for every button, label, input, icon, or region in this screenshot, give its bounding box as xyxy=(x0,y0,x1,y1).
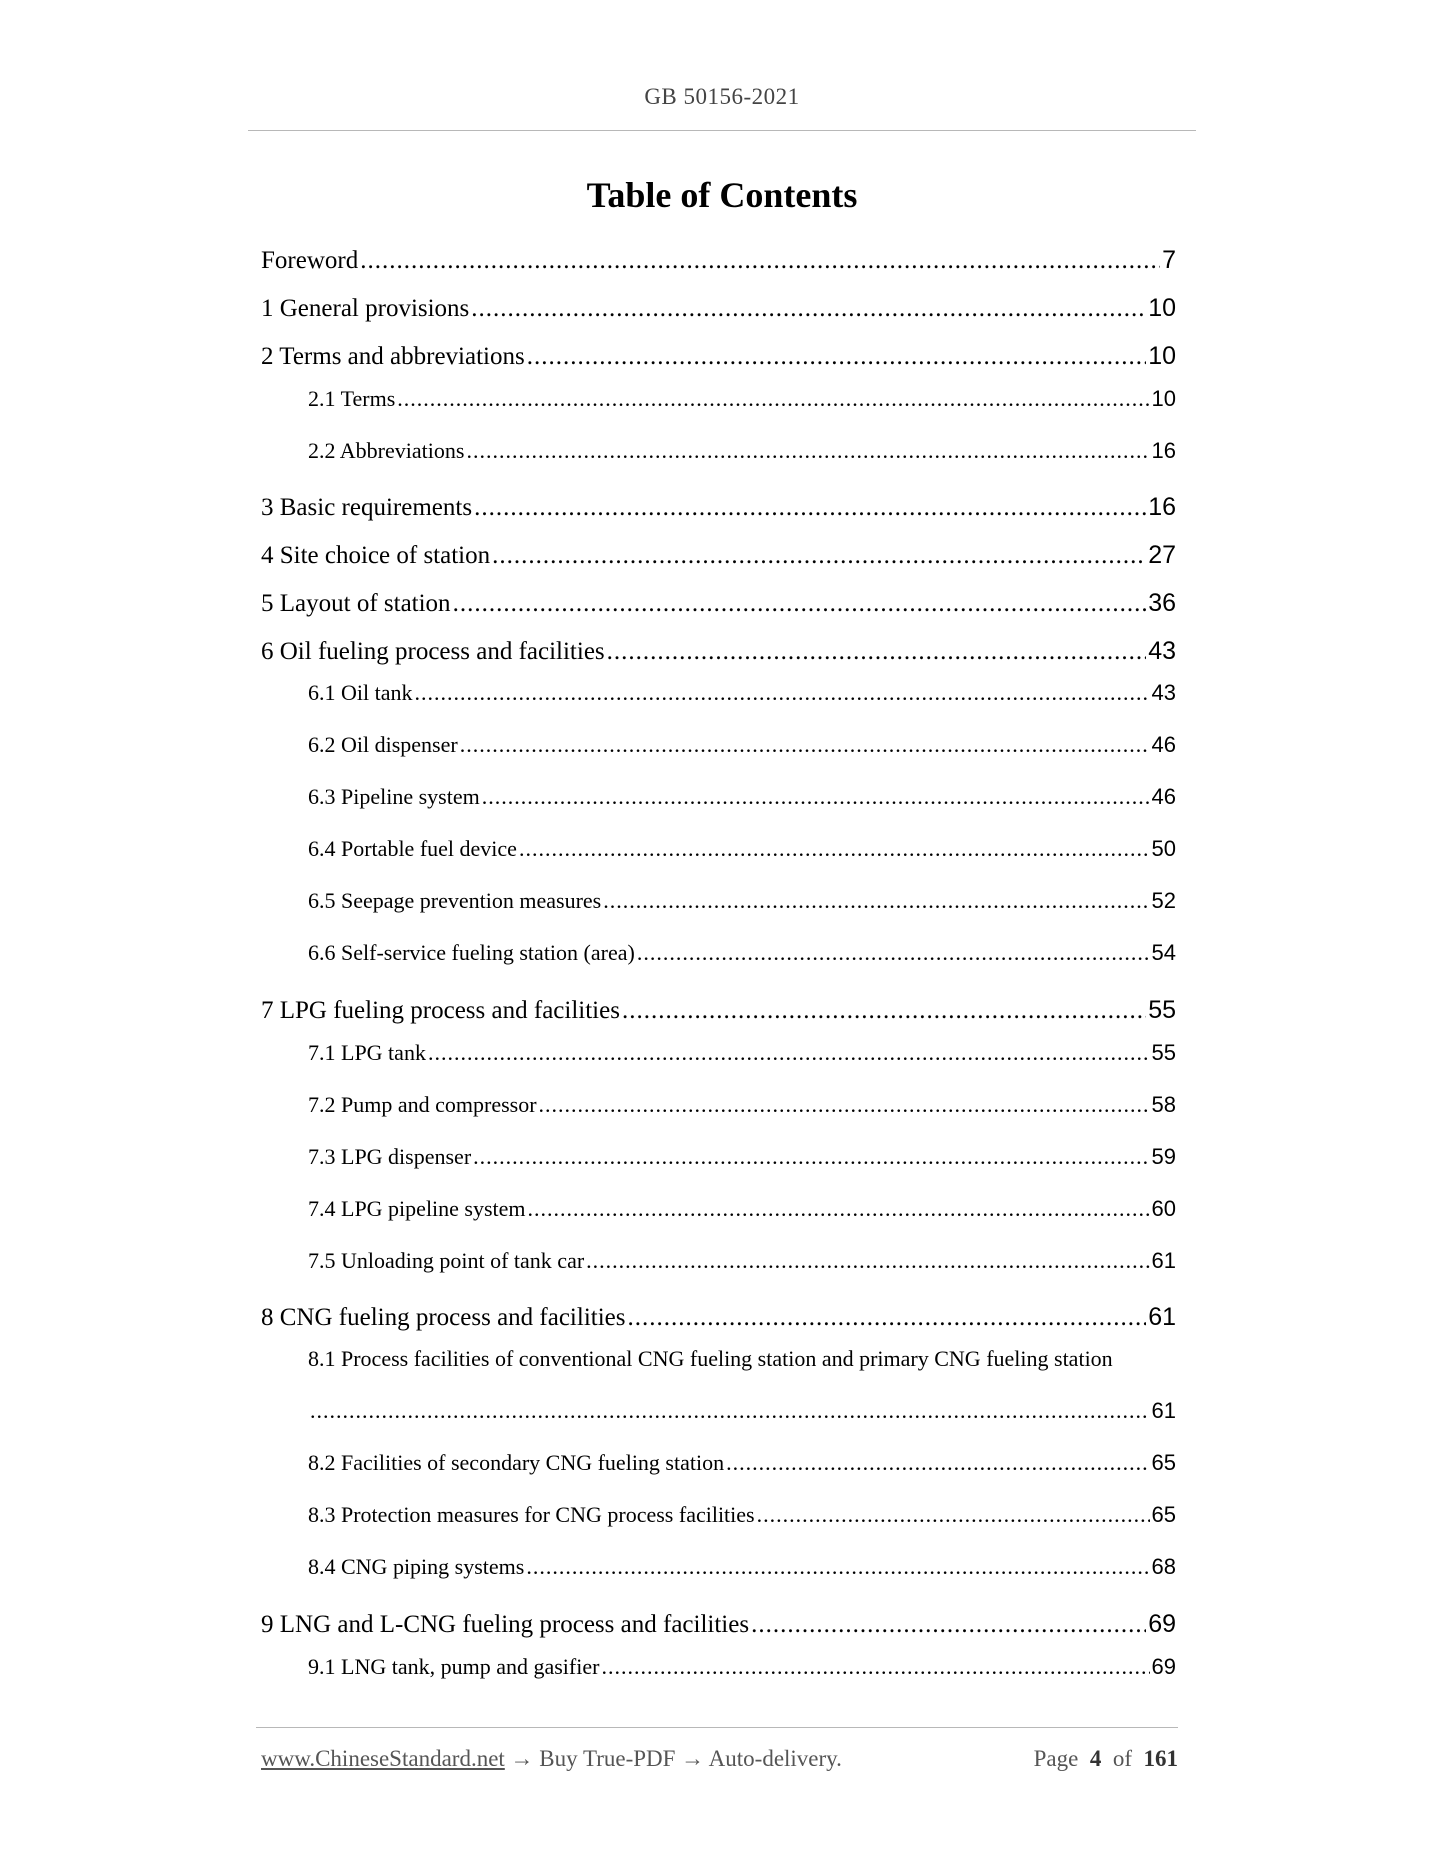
toc-entry-page: 46 xyxy=(1151,732,1176,757)
toc-entry-page: 43 xyxy=(1148,637,1176,665)
toc-entry-wrapped-label[interactable]: 8.1 Process facilities of conventional CNG fueling station and primary CNG fueling station xyxy=(308,1346,1113,1371)
footer-left xyxy=(261,1746,842,1772)
toc-entry-label: 7.1 LPG tank xyxy=(308,1040,426,1065)
toc-entry[interactable] xyxy=(308,1502,1176,1528)
toc-entry-label: 3 Basic requirements xyxy=(261,494,473,521)
toc-entry-label: 2.1 Terms xyxy=(308,386,396,411)
toc-entry-label: 6.6 Self-service fueling station (area) xyxy=(308,940,635,965)
toc-entry[interactable] xyxy=(308,1144,1176,1170)
toc-entry-label: 7.5 Unloading point of tank car xyxy=(308,1248,585,1273)
toc-entry-page: 61 xyxy=(1148,1303,1176,1331)
leader-dots xyxy=(471,295,1146,323)
toc-entry-page: 65 xyxy=(1151,1502,1176,1527)
page-footer xyxy=(261,1746,1178,1772)
toc-entry[interactable] xyxy=(308,386,1176,412)
toc-entry-label: 2 Terms and abbreviations xyxy=(261,343,525,370)
leader-dots xyxy=(527,343,1146,371)
toc-entry-page: 54 xyxy=(1151,940,1176,965)
toc-entry[interactable] xyxy=(261,246,1176,275)
toc-entry-page: 68 xyxy=(1151,1554,1176,1579)
leader-dots xyxy=(482,784,1150,810)
toc-entry-page: 10 xyxy=(1151,386,1176,411)
toc-entry-label: 4 Site choice of station xyxy=(261,542,491,569)
toc-entry-page: 55 xyxy=(1148,996,1176,1024)
toc-entry-page: 55 xyxy=(1151,1040,1176,1065)
toc-entry[interactable] xyxy=(308,1450,1176,1476)
toc-entry-label: 8.4 CNG piping systems xyxy=(308,1554,525,1579)
toc-entry-label: 9 LNG and L-CNG fueling process and facilities xyxy=(261,1611,750,1638)
leader-dots xyxy=(460,732,1150,758)
toc-entry-page: 16 xyxy=(1148,493,1176,521)
toc-entry-label: 8.3 Protection measures for CNG process facilities xyxy=(308,1502,755,1527)
leader-dots xyxy=(528,1196,1150,1222)
toc-entry[interactable] xyxy=(308,1654,1176,1680)
page-word: Page xyxy=(1033,1746,1079,1771)
leader-dots xyxy=(757,1502,1150,1528)
footer-promo: → Buy True-PDF → Auto-delivery. xyxy=(504,1746,842,1771)
toc-entry-page: 10 xyxy=(1148,294,1176,322)
toc-entry-label: 6.5 Seepage prevention measures xyxy=(308,888,602,913)
leader-dots xyxy=(310,1398,1150,1424)
toc-entry[interactable] xyxy=(308,1398,1176,1424)
toc-entry-page: 46 xyxy=(1151,784,1176,809)
toc-entry[interactable] xyxy=(261,1610,1176,1639)
toc-entry[interactable] xyxy=(308,732,1176,758)
leader-dots xyxy=(474,494,1146,522)
toc-entry-label: 7.3 LPG dispenser xyxy=(308,1144,472,1169)
toc-entry-page: 59 xyxy=(1151,1144,1176,1169)
toc-entry-page: 36 xyxy=(1148,589,1176,617)
toc-entry-page: 61 xyxy=(1151,1248,1176,1273)
toc-entry[interactable] xyxy=(261,637,1176,666)
toc-entry-label: 6.3 Pipeline system xyxy=(308,784,480,809)
toc-entry[interactable] xyxy=(308,888,1176,914)
page-indicator xyxy=(1034,1746,1178,1772)
footer-divider xyxy=(256,1727,1178,1728)
toc-entry-label: 7 LPG fueling process and facilities xyxy=(261,997,620,1024)
leader-dots xyxy=(492,542,1146,570)
leader-dots xyxy=(415,680,1150,706)
toc-entry-page: 69 xyxy=(1148,1610,1176,1638)
toc-entry-label: 7.4 LPG pipeline system xyxy=(308,1196,526,1221)
leader-dots xyxy=(628,1304,1147,1332)
leader-dots xyxy=(428,1040,1150,1066)
toc-entry-label: Foreword xyxy=(261,247,359,274)
toc-entry-page: 65 xyxy=(1151,1450,1176,1475)
toc-entry[interactable] xyxy=(261,541,1176,570)
leader-dots xyxy=(607,638,1147,666)
toc-entry-label: 2.2 Abbreviations xyxy=(308,438,465,463)
leader-dots xyxy=(622,997,1146,1025)
document-id-header: GB 50156-2021 xyxy=(644,84,800,109)
leader-dots xyxy=(526,1554,1149,1580)
toc-entry-label: 1 General provisions xyxy=(261,295,470,322)
toc-entry-page: 61 xyxy=(1151,1398,1176,1423)
toc-entry-page: 50 xyxy=(1151,836,1176,861)
leader-dots xyxy=(637,940,1150,966)
toc-entry-label: 7.2 Pump and compressor xyxy=(308,1092,537,1117)
toc-entry-page: 60 xyxy=(1151,1196,1176,1221)
toc-entry-label: 8.2 Facilities of secondary CNG fueling station xyxy=(308,1450,725,1475)
leader-dots xyxy=(539,1092,1150,1118)
toc-entry[interactable] xyxy=(261,996,1176,1025)
leader-dots xyxy=(360,247,1160,275)
current-page-number: 4 xyxy=(1089,1746,1102,1771)
page-title: Table of Contents xyxy=(586,175,858,215)
toc-entry-label: 9.1 LNG tank, pump and gasifier xyxy=(308,1654,600,1679)
toc-entry[interactable] xyxy=(261,493,1176,522)
toc-entry-label: 6.4 Portable fuel device xyxy=(308,836,517,861)
toc-entry[interactable] xyxy=(308,940,1176,966)
toc-entry-page: 10 xyxy=(1148,342,1176,370)
website-link[interactable]: www.ChineseStandard.net xyxy=(261,1746,505,1771)
toc-entry[interactable] xyxy=(308,1196,1176,1222)
leader-dots xyxy=(466,438,1149,464)
toc-entry-label: 8 CNG fueling process and facilities xyxy=(261,1304,626,1331)
toc-entry[interactable] xyxy=(308,1040,1176,1066)
total-page-count: 161 xyxy=(1143,1746,1178,1771)
toc-entry-page: 7 xyxy=(1162,246,1176,274)
toc-entry[interactable] xyxy=(261,589,1176,618)
toc-entry-label: 5 Layout of station xyxy=(261,590,451,617)
leader-dots xyxy=(453,590,1147,618)
toc-entry-page: 43 xyxy=(1151,680,1176,705)
toc-entry-page: 69 xyxy=(1151,1654,1176,1679)
toc-entry[interactable] xyxy=(261,1303,1176,1332)
toc-entry[interactable] xyxy=(308,680,1176,706)
leader-dots xyxy=(751,1611,1146,1639)
toc-entry[interactable] xyxy=(261,342,1176,371)
leader-dots xyxy=(603,888,1149,914)
toc-entry[interactable] xyxy=(308,784,1176,810)
toc-entry[interactable] xyxy=(308,1248,1176,1274)
toc-entry[interactable] xyxy=(308,836,1176,862)
page-of-word: of xyxy=(1112,1746,1132,1771)
leader-dots xyxy=(601,1654,1149,1680)
toc-entry[interactable] xyxy=(308,1554,1176,1580)
toc-entry-page: 27 xyxy=(1148,541,1176,569)
leader-dots xyxy=(473,1144,1149,1170)
toc-entry-label: 6.2 Oil dispenser xyxy=(308,732,458,757)
toc-entry-page: 58 xyxy=(1151,1092,1176,1117)
leader-dots xyxy=(726,1450,1149,1476)
leader-dots xyxy=(519,836,1150,862)
toc-entry[interactable] xyxy=(308,1092,1176,1118)
toc-entry-page: 16 xyxy=(1151,438,1176,463)
toc-entry-label: 6.1 Oil tank xyxy=(308,680,413,705)
toc-entry-label: 6 Oil fueling process and facilities xyxy=(261,638,605,665)
leader-dots xyxy=(586,1248,1149,1274)
toc-entry-page: 52 xyxy=(1151,888,1176,913)
toc-entry[interactable] xyxy=(308,438,1176,464)
toc-entry[interactable] xyxy=(261,294,1176,323)
leader-dots xyxy=(397,386,1149,412)
